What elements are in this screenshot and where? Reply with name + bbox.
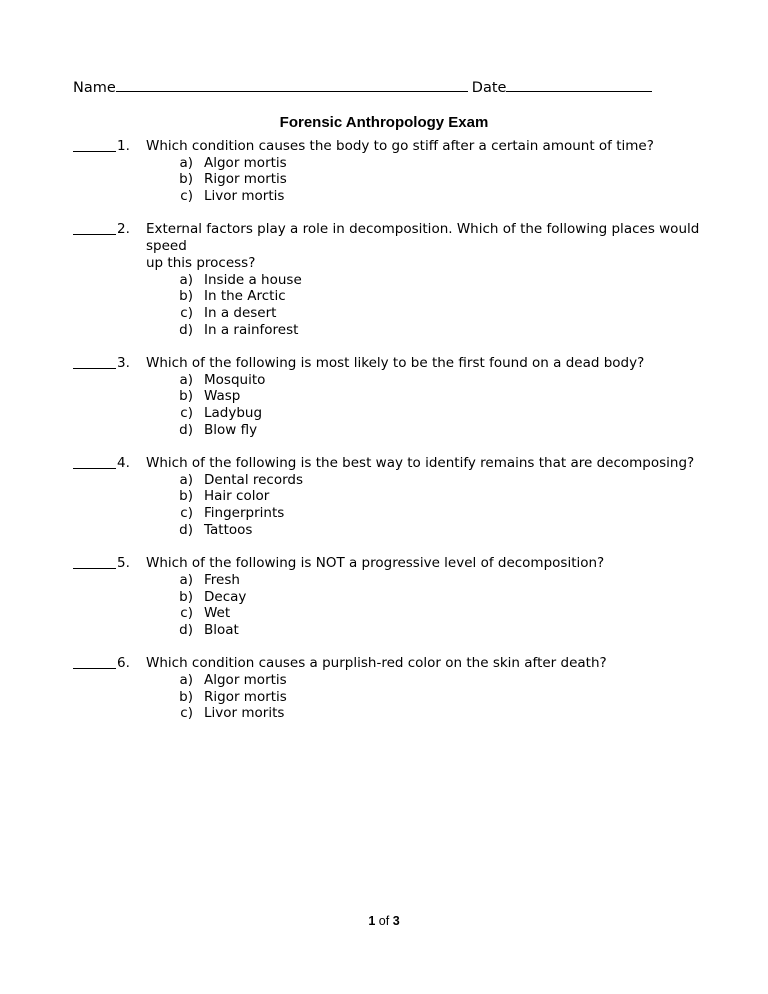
- question-text: Which condition causes a purplish-red color on the skin after death?: [146, 655, 607, 672]
- option-item: [169, 155, 703, 172]
- question-item: [73, 555, 703, 639]
- option-letter: a): [179, 671, 193, 688]
- question-text-continued: up this process?: [146, 254, 256, 271]
- option-letter: d): [179, 421, 193, 438]
- option-item: [169, 322, 703, 339]
- question-text: Which of the following is NOT a progressive level of decomposition?: [146, 555, 605, 572]
- current-page-number: 1: [368, 914, 376, 928]
- option-spacer: [193, 705, 204, 722]
- question-text-block: [146, 221, 703, 254]
- option-spacer: [193, 272, 204, 289]
- question-number: 3.: [117, 354, 130, 371]
- option-text: Livor mortis: [204, 188, 285, 205]
- option-item: [169, 505, 703, 522]
- option-list: [73, 372, 703, 439]
- option-letter: c): [180, 304, 193, 321]
- option-text: Fresh: [204, 571, 240, 588]
- name-label: Name: [73, 80, 116, 96]
- question-text-block: [146, 138, 703, 155]
- option-text: Rigor mortis: [204, 688, 287, 705]
- option-letter: c): [180, 605, 193, 622]
- option-item: [169, 572, 703, 589]
- option-text: Fingerprints: [204, 505, 285, 522]
- option-item: [169, 171, 703, 188]
- option-text: Decay: [204, 588, 247, 605]
- question-item: [73, 455, 703, 539]
- option-item: [169, 188, 703, 205]
- option-letter: d): [179, 321, 193, 338]
- question-number: 6.: [117, 655, 130, 672]
- option-spacer: [193, 622, 204, 639]
- option-text: Wasp: [204, 388, 241, 405]
- option-letter: a): [179, 271, 193, 288]
- answer-blank: [73, 455, 116, 469]
- option-item: [169, 488, 703, 505]
- question-item: [73, 655, 703, 722]
- option-spacer: [193, 672, 204, 689]
- option-letter: a): [179, 471, 193, 488]
- option-letter: b): [179, 388, 193, 405]
- question-item: [73, 138, 703, 205]
- question-number: 2.: [117, 221, 130, 238]
- option-item: [169, 422, 703, 439]
- option-spacer: [193, 188, 204, 205]
- answer-blank: [73, 555, 116, 569]
- option-letter: a): [179, 371, 193, 388]
- option-item: [169, 472, 703, 489]
- option-text: Mosquito: [204, 371, 266, 388]
- option-text: Dental records: [204, 471, 304, 488]
- question-item: [73, 355, 703, 439]
- answer-blank: [73, 355, 116, 369]
- option-text: Bloat: [204, 621, 239, 638]
- option-letter: b): [179, 171, 193, 188]
- option-item: [169, 605, 703, 622]
- question-number: 5.: [117, 555, 130, 572]
- option-letter: b): [179, 688, 193, 705]
- option-letter: b): [179, 488, 193, 505]
- option-letter: b): [179, 588, 193, 605]
- question-item: [73, 221, 703, 338]
- option-item: [169, 405, 703, 422]
- question-number: 1.: [117, 138, 130, 154]
- option-letter: d): [179, 521, 193, 538]
- option-spacer: [193, 171, 204, 188]
- option-spacer: [193, 605, 204, 622]
- question-row: [73, 555, 703, 572]
- option-letter: d): [179, 621, 193, 638]
- question-list: [73, 138, 703, 739]
- option-text: Tattoos: [204, 521, 253, 538]
- question-row: [73, 221, 703, 254]
- answer-blank: [73, 138, 116, 152]
- option-letter: c): [180, 505, 193, 522]
- question-row: [73, 138, 703, 155]
- option-item: [169, 689, 703, 706]
- page-of-label: of: [378, 914, 390, 928]
- option-text: In the Arctic: [204, 288, 286, 305]
- option-spacer: [193, 488, 204, 505]
- option-spacer: [193, 689, 204, 706]
- answer-blank: [73, 221, 116, 235]
- option-letter: c): [180, 705, 193, 722]
- option-spacer: [193, 505, 204, 522]
- option-text: Rigor mortis: [204, 171, 287, 188]
- date-blank: [506, 77, 652, 92]
- question-row: [73, 355, 703, 372]
- option-spacer: [193, 155, 204, 172]
- option-item: [169, 272, 703, 289]
- page-footer: [0, 914, 768, 928]
- header-line: [73, 77, 673, 96]
- option-list: [73, 272, 703, 339]
- option-item: [169, 672, 703, 689]
- option-spacer: [193, 388, 204, 405]
- question-text: Which condition causes the body to go stiff after a certain amount of time?: [146, 138, 654, 154]
- question-text: Which of the following is the best way to identify remains that are decomposing?: [146, 455, 695, 472]
- option-text: In a desert: [204, 304, 277, 321]
- option-spacer: [193, 405, 204, 422]
- question-text-block: [146, 555, 703, 572]
- total-pages-number: 3: [392, 914, 400, 928]
- option-list: [73, 472, 703, 539]
- option-text: Algor mortis: [204, 154, 287, 171]
- option-spacer: [193, 589, 204, 606]
- option-item: [169, 522, 703, 539]
- option-text: Wet: [204, 605, 231, 622]
- option-list: [73, 672, 703, 722]
- question-text-block: [146, 355, 703, 372]
- option-spacer: [193, 572, 204, 589]
- option-letter: a): [179, 154, 193, 171]
- option-letter: c): [180, 188, 193, 205]
- option-spacer: [193, 422, 204, 439]
- option-letter: b): [179, 288, 193, 305]
- option-item: [169, 288, 703, 305]
- option-spacer: [193, 305, 204, 322]
- option-letter: a): [179, 571, 193, 588]
- option-spacer: [193, 322, 204, 339]
- option-list: [73, 572, 703, 639]
- question-text: External factors play a role in decomposition. Which of the following places would speed: [146, 221, 700, 255]
- answer-blank: [73, 655, 116, 669]
- option-text: Blow fly: [204, 421, 258, 438]
- exam-title: Forensic Anthropology Exam: [279, 114, 489, 131]
- question-text-block: [146, 655, 703, 672]
- question-row: [73, 455, 703, 472]
- option-spacer: [193, 372, 204, 389]
- option-text: Hair color: [204, 488, 270, 505]
- question-row: [73, 655, 703, 672]
- date-label: Date: [471, 80, 507, 96]
- option-list: [73, 155, 703, 205]
- option-item: [169, 705, 703, 722]
- option-item: [169, 388, 703, 405]
- option-spacer: [193, 288, 204, 305]
- option-item: [169, 305, 703, 322]
- question-number: 4.: [117, 455, 130, 472]
- option-item: [169, 622, 703, 639]
- option-text: Livor morits: [204, 705, 285, 722]
- option-text: In a rainforest: [204, 321, 299, 338]
- option-letter: c): [180, 405, 193, 422]
- option-text: Algor mortis: [204, 671, 287, 688]
- option-item: [169, 589, 703, 606]
- option-item: [169, 372, 703, 389]
- option-spacer: [193, 522, 204, 539]
- question-text: Which of the following is most likely to be the first found on a dead body?: [146, 354, 645, 371]
- option-text: Inside a house: [204, 271, 302, 288]
- option-spacer: [193, 472, 204, 489]
- option-text: Ladybug: [204, 405, 263, 422]
- name-blank: [116, 77, 468, 92]
- question-text-block: [146, 455, 703, 472]
